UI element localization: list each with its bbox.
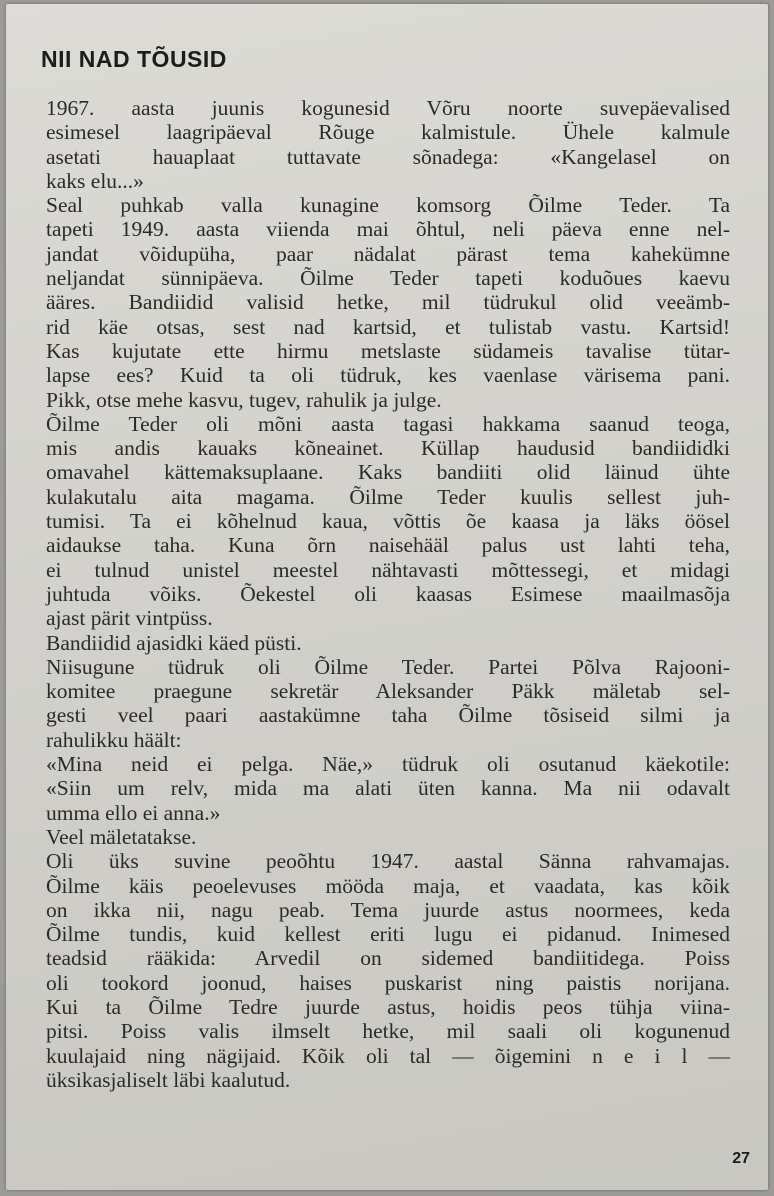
book-page — [6, 4, 768, 1190]
text-line: Bandiidid ajasidki käed püsti. — [46, 630, 302, 655]
text-line: rid käe otsas, sest nad kartsid, et tulistab vastu. Kartsid! — [46, 314, 730, 339]
text-line: Pikk, otse mehe kasvu, tugev, rahulik ja julge. — [46, 387, 442, 412]
text-line: Õilme tundis, kuid kellest eriti lugu ei pidanud. Inimesed — [46, 922, 730, 947]
text-line: neljandat sünnipäeva. Õilme Teder tapeti koduõues kaevu — [46, 266, 730, 291]
chapter-heading: NII NAD TÕUSID — [41, 46, 227, 72]
text-line: kuulajaid ning nägijaid. Kõik oli tal — õigemini n e i l — — [46, 1043, 730, 1068]
text-line: Õilme Teder oli mõni aasta tagasi hakkama saanud teoga, — [46, 411, 730, 436]
text-line: Oli üks suvine peoõhtu 1947. aastal Sänna rahvamajas. — [46, 849, 730, 874]
text-line: aidaukse taha. Kuna õrn naisehääl palus ust lahti teha, — [46, 533, 730, 558]
text-line: asetati hauaplaat tuttavate sõnadega: «Kangelasel on — [46, 144, 730, 169]
text-line: «Siin um relv, mida ma alati üten kanna. Ma nii odavalt — [46, 776, 730, 801]
text-line: Seal puhkab valla kunagine komsorg Õilme Teder. Ta — [46, 193, 730, 218]
text-line: 1967. aasta juunis kogunesid Võru noorte suvepäevalised — [46, 96, 730, 120]
body-text — [46, 96, 730, 1092]
text-line: pitsi. Poiss valis ilmselt hetke, mil saali oli kogunenud — [46, 1019, 730, 1044]
text-line: tumisi. Ta ei kõhelnud kaua, võttis õe kaasa ja läks öösel — [46, 509, 730, 534]
text-line: mis andis kauaks kõneainet. Küllap haudusid bandiididki — [46, 436, 730, 461]
page-number: 27 — [732, 1150, 750, 1167]
text-line: gesti veel paari aastakümne taha Õilme tõsiseid silmi ja — [46, 703, 730, 728]
text-line: oli tookord joonud, haises puskarist ning paistis norijana. — [46, 970, 730, 995]
text-line: Veel mäletatakse. — [46, 824, 197, 849]
text-line: omavahel kättemaksuplaane. Kaks bandiiti olid läinud ühte — [46, 460, 730, 485]
text-line: Kas kujutate ette hirmu metslaste südameis tavalise tütar- — [46, 338, 730, 363]
text-line: Kui ta Õilme Tedre juurde astus, hoidis peos tühja viina- — [46, 994, 730, 1019]
text-line: rahulikku häält: — [46, 727, 182, 752]
text-line: esimesel laagripäeval Rõuge kalmistule. Ühele kalmule — [46, 120, 730, 145]
text-line: jandat võidupüha, paar nädalat pärast tema kahekümne — [46, 241, 730, 266]
text-line: üksikasjaliselt läbi kaalutud. — [46, 1067, 291, 1092]
text-line: ääres. Bandiidid valisid hetke, mil tüdrukul olid veeämb- — [46, 290, 730, 315]
text-line: teadsid rääkida: Arvedil on sidemed bandiitidega. Poiss — [46, 946, 730, 971]
text-line: ajast pärit vintpüss. — [46, 606, 213, 631]
text-line: juhtuda võiks. Õekestel oli kaasas Esimese maailmasõja — [46, 581, 730, 606]
text-line: tapeti 1949. aasta viienda mai õhtul, neli päeva enne nel- — [46, 217, 730, 242]
text-line: komitee praegune sekretär Aleksander Päkk mäletab sel- — [46, 679, 730, 704]
text-line: Niisugune tüdruk oli Õilme Teder. Partei Põlva Rajooni- — [46, 654, 730, 679]
text-line: kulakutalu aita magama. Õilme Teder kuulis sellest juh- — [46, 484, 730, 509]
text-line: Õilme käis peoelevuses mööda maja, et vaadata, kas kõik — [46, 873, 730, 898]
text-line: «Mina neid ei pelga. Näe,» tüdruk oli osutanud käekotile: — [46, 752, 730, 777]
text-line: umma ello ei anna.» — [46, 800, 221, 825]
text-line: on ikka nii, nagu peab. Tema juurde astus noormees, keda — [46, 897, 730, 922]
text-line: kaks elu...» — [46, 168, 144, 193]
text-line: lapse ees? Kuid ta oli tüdruk, kes vaenlase värisema pani. — [46, 363, 730, 388]
text-line: ei tulnud unistel meestel nähtavasti mõttessegi, et midagi — [46, 557, 730, 582]
